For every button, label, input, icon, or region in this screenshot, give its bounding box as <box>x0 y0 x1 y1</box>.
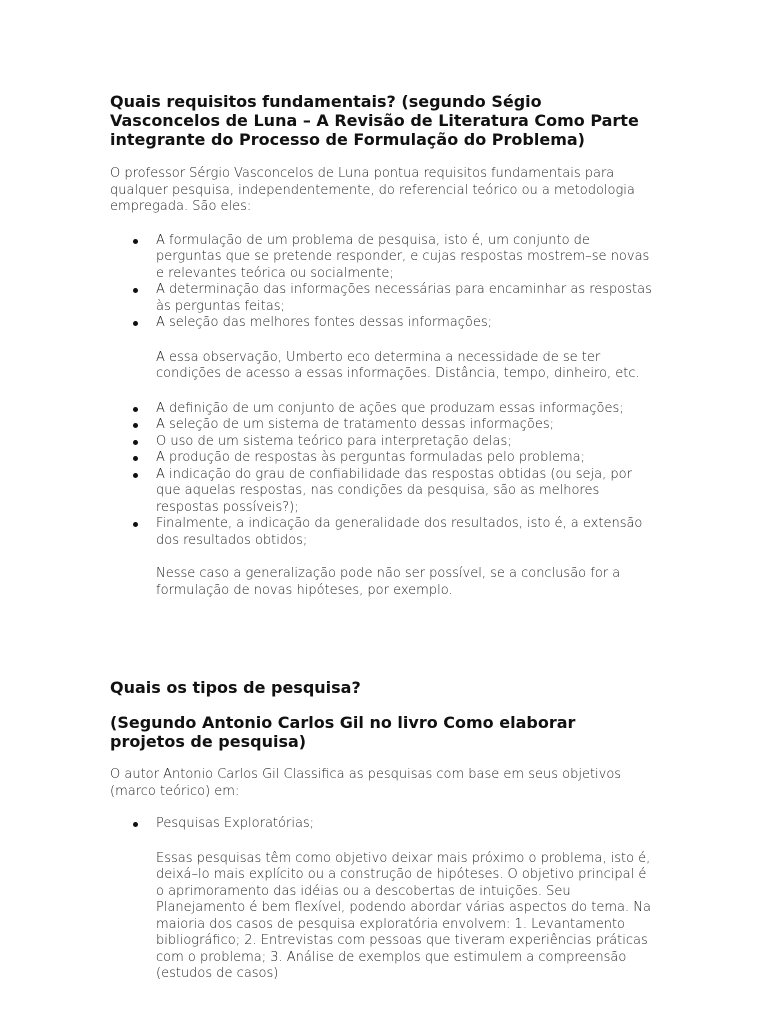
section1-note-a: A essa observação, Umberto eco determina a necessidade de se ter condições de acesso a essas informações. Distância, tempo, dinheiro, etc. <box>156 349 640 381</box>
section1-heading: Quais requisitos fundamentais? (segundo Ségio Vasconcelos de Luna – A Revisão de Literatura Como Parte integrante do Processo de Formulação do Problema) <box>110 92 639 149</box>
section1-list-a <box>110 233 655 332</box>
section1-list-b <box>110 401 655 550</box>
section1-note-b: Nesse caso a generalização pode não ser possível, se a conclusão for a formulação de novas hipóteses, por exemplo. <box>156 566 621 598</box>
list-item: A formulação de um problema de pesquisa, isto é, um conjunto de perguntas que se pretende responder, e cujas respostas mostrem–se novas e relevantes teórica ou socialmente; <box>110 233 655 283</box>
section2-intro: O autor Antonio Carlos Gil Classifica as pesquisas com base em seus objetivos (marco teórico) em: <box>110 767 622 799</box>
list-item: A produção de respostas às perguntas formuladas pelo problema; <box>110 450 655 467</box>
list-item: A seleção das melhores fontes dessas informações; <box>110 315 655 332</box>
section2-list <box>110 816 655 833</box>
section2-heading: Quais os tipos de pesquisa? <box>110 678 361 697</box>
list-item: A seleção de um sistema de tratamento dessas informações; <box>110 417 655 434</box>
list-item: Finalmente, a indicação da generalidade dos resultados, isto é, a extensão dos resultados obtidos; <box>110 516 655 549</box>
list-item: Pesquisas Exploratórias; <box>110 816 655 833</box>
list-item: A indicação do grau de confiabilidade das respostas obtidas (ou seja, por que aquelas respostas, nas condições da pesquisa, são as melhores respostas possíveis?); <box>110 467 655 517</box>
list-item: O uso de um sistema teórico para interpretação delas; <box>110 434 655 451</box>
list-item: A determinação das informações necessárias para encaminhar as respostas às perguntas feitas; <box>110 282 655 315</box>
section2-subheading: (Segundo Antonio Carlos Gil no livro Como elaborar projetos de pesquisa) <box>110 713 576 751</box>
document-content <box>110 92 655 983</box>
list-item: A definição de um conjunto de ações que produzam essas informações; <box>110 401 655 418</box>
section1-intro: O professor Sérgio Vasconcelos de Luna pontua requisitos fundamentais para qualquer pesquisa, independentemente, do referencial teórico ou a metodologia empregada. São eles: <box>110 166 635 214</box>
section2-note: Essas pesquisas têm como objetivo deixar mais próximo o problema, isto é, deixá–lo mais explícito ou a construção de hipóteses. O objetivo principal é o aprimoramento das idéias ou a descobertas de intuições. Seu Planejamento é bem flexível, podendo abordar várias aspectos do tema. Na maioria dos casos de pesquisa exploratória envolvem: 1. Levantamento bibliográfico; 2. Entrevistas com pessoas que tiveram experiências práticas com o problema; 3. Análise de exemplos que estimulem a compreensão (estudos de casos) <box>156 850 651 981</box>
